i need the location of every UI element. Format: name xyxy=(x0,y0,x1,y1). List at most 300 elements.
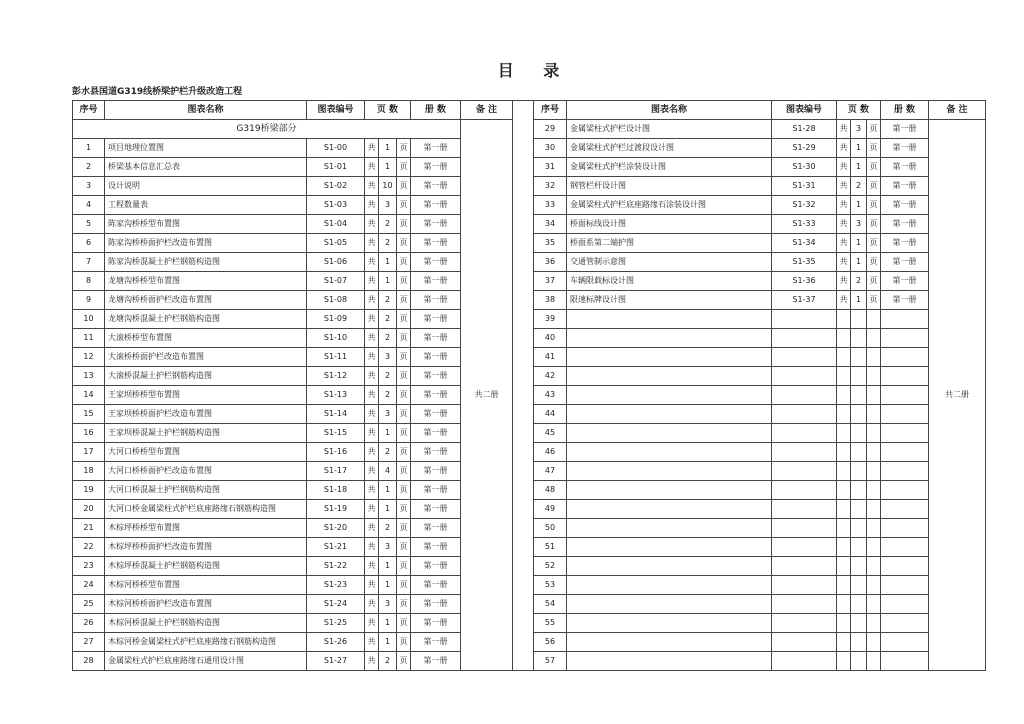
cell-drawing-code xyxy=(772,595,837,614)
cell-page-prefix: 共 xyxy=(365,462,379,481)
cell-page-prefix: 共 xyxy=(365,367,379,386)
cell-drawing-name xyxy=(567,538,772,557)
cell-page-count xyxy=(851,462,867,481)
cell-drawing-code: S1-23 xyxy=(307,576,365,595)
cell-page-prefix xyxy=(837,462,851,481)
cell-volume: 第一册 xyxy=(411,557,461,576)
cell-page-suffix: 页 xyxy=(867,177,881,196)
cell-drawing-code xyxy=(772,652,837,671)
cell-drawing-name: 交通管制示意图 xyxy=(567,253,772,272)
cell-page-prefix xyxy=(837,443,851,462)
cell-seq: 11 xyxy=(73,329,105,348)
cell-volume: 第一册 xyxy=(411,367,461,386)
cell-page-suffix: 页 xyxy=(397,215,411,234)
cell-seq: 28 xyxy=(73,652,105,671)
cell-page-prefix: 共 xyxy=(837,120,851,139)
cell-volume: 第一册 xyxy=(411,158,461,177)
cell-drawing-code: S1-03 xyxy=(307,196,365,215)
cell-page-suffix: 页 xyxy=(397,538,411,557)
cell-page-count xyxy=(851,595,867,614)
cell-page-suffix: 页 xyxy=(397,386,411,405)
cell-page-prefix: 共 xyxy=(365,348,379,367)
cell-drawing-code: S1-26 xyxy=(307,633,365,652)
cell-page-prefix xyxy=(837,481,851,500)
cell-volume xyxy=(881,443,929,462)
cell-seq: 50 xyxy=(534,519,567,538)
cell-page-suffix: 页 xyxy=(867,234,881,253)
cell-page-prefix: 共 xyxy=(365,139,379,158)
toc-table xyxy=(72,100,986,671)
cell-drawing-name xyxy=(567,576,772,595)
cell-volume: 第一册 xyxy=(411,234,461,253)
cell-page-suffix: 页 xyxy=(397,652,411,671)
cell-volume: 第一册 xyxy=(411,633,461,652)
cell-page-suffix xyxy=(867,538,881,557)
header-code: 图表编号 xyxy=(772,101,837,120)
cell-drawing-code: S1-28 xyxy=(772,120,837,139)
cell-page-prefix xyxy=(837,576,851,595)
cell-drawing-code: S1-04 xyxy=(307,215,365,234)
cell-drawing-name: 木棕坪桥桥型布置图 xyxy=(105,519,307,538)
cell-volume xyxy=(881,386,929,405)
cell-page-suffix: 页 xyxy=(397,348,411,367)
cell-drawing-code: S1-09 xyxy=(307,310,365,329)
cell-drawing-code: S1-00 xyxy=(307,139,365,158)
cell-drawing-name: 王家坝桥桥面护栏改造布置图 xyxy=(105,405,307,424)
cell-seq: 19 xyxy=(73,481,105,500)
cell-drawing-code: S1-11 xyxy=(307,348,365,367)
cell-page-count: 2 xyxy=(379,443,397,462)
cell-drawing-name xyxy=(567,348,772,367)
header-code: 图表编号 xyxy=(307,101,365,120)
cell-page-count: 1 xyxy=(379,557,397,576)
cell-volume: 第一册 xyxy=(411,291,461,310)
cell-volume: 第一册 xyxy=(411,348,461,367)
cell-page-count: 2 xyxy=(851,272,867,291)
cell-drawing-name xyxy=(567,652,772,671)
cell-volume: 第一册 xyxy=(881,158,929,177)
cell-page-count xyxy=(851,329,867,348)
cell-page-count xyxy=(851,367,867,386)
cell-page-prefix: 共 xyxy=(365,386,379,405)
cell-page-count: 1 xyxy=(379,481,397,500)
cell-drawing-name: 金属梁柱式护栏底座路缘石涂装设计图 xyxy=(567,196,772,215)
cell-drawing-name: 桥面标线设计图 xyxy=(567,215,772,234)
cell-drawing-code: S1-17 xyxy=(307,462,365,481)
cell-drawing-code: S1-24 xyxy=(307,595,365,614)
cell-page-suffix: 页 xyxy=(397,139,411,158)
cell-volume: 第一册 xyxy=(411,196,461,215)
cell-seq: 35 xyxy=(534,234,567,253)
cell-volume xyxy=(881,424,929,443)
cell-page-prefix: 共 xyxy=(365,633,379,652)
cell-volume: 第一册 xyxy=(411,500,461,519)
cell-page-count xyxy=(851,614,867,633)
cell-page-prefix: 共 xyxy=(365,538,379,557)
cell-page-suffix xyxy=(867,481,881,500)
cell-page-suffix: 页 xyxy=(397,614,411,633)
cell-page-prefix: 共 xyxy=(365,405,379,424)
cell-seq: 44 xyxy=(534,405,567,424)
cell-page-prefix: 共 xyxy=(365,234,379,253)
cell-page-count xyxy=(851,386,867,405)
cell-page-count: 2 xyxy=(379,519,397,538)
cell-page-suffix xyxy=(867,519,881,538)
cell-page-suffix: 页 xyxy=(867,196,881,215)
cell-page-prefix: 共 xyxy=(365,557,379,576)
cell-page-suffix: 页 xyxy=(397,329,411,348)
cell-page-prefix: 共 xyxy=(365,158,379,177)
cell-drawing-code: S1-14 xyxy=(307,405,365,424)
cell-drawing-code xyxy=(772,519,837,538)
cell-seq: 21 xyxy=(73,519,105,538)
cell-seq: 5 xyxy=(73,215,105,234)
cell-page-count: 1 xyxy=(851,291,867,310)
cell-drawing-name xyxy=(567,329,772,348)
cell-page-prefix xyxy=(837,367,851,386)
cell-drawing-code: S1-16 xyxy=(307,443,365,462)
cell-drawing-name: 木棕河桥混凝土护栏钢筋构造图 xyxy=(105,614,307,633)
cell-drawing-code: S1-13 xyxy=(307,386,365,405)
cell-volume: 第一册 xyxy=(411,139,461,158)
cell-seq: 6 xyxy=(73,234,105,253)
cell-volume: 第一册 xyxy=(411,595,461,614)
header-name: 图表名称 xyxy=(105,101,307,120)
cell-seq: 39 xyxy=(534,310,567,329)
cell-page-suffix: 页 xyxy=(867,215,881,234)
project-title: 彭水县国道G319线桥梁护栏升级改造工程 xyxy=(72,87,243,97)
cell-drawing-code xyxy=(772,424,837,443)
header-pages: 页 数 xyxy=(365,101,411,120)
cell-drawing-name: 大河口桥桥型布置图 xyxy=(105,443,307,462)
header-name: 图表名称 xyxy=(567,101,772,120)
cell-drawing-code: S1-05 xyxy=(307,234,365,253)
cell-drawing-name: 大河口桥混凝土护栏钢筋构造图 xyxy=(105,481,307,500)
cell-volume xyxy=(881,519,929,538)
cell-seq: 17 xyxy=(73,443,105,462)
cell-seq: 9 xyxy=(73,291,105,310)
cell-page-count xyxy=(851,652,867,671)
cell-drawing-code xyxy=(772,310,837,329)
cell-seq: 49 xyxy=(534,500,567,519)
cell-page-count xyxy=(851,576,867,595)
cell-seq: 8 xyxy=(73,272,105,291)
cell-page-prefix: 共 xyxy=(365,329,379,348)
cell-drawing-name: 陈家沟桥混凝土护栏钢筋构造图 xyxy=(105,253,307,272)
cell-page-suffix xyxy=(867,367,881,386)
cell-page-suffix: 页 xyxy=(397,158,411,177)
cell-page-prefix: 共 xyxy=(837,291,851,310)
cell-volume xyxy=(881,538,929,557)
cell-seq: 25 xyxy=(73,595,105,614)
cell-page-count xyxy=(851,310,867,329)
cell-volume: 第一册 xyxy=(881,291,929,310)
cell-volume: 第一册 xyxy=(411,614,461,633)
cell-seq: 1 xyxy=(73,139,105,158)
cell-drawing-name: 大滚桥桥型布置图 xyxy=(105,329,307,348)
cell-seq: 22 xyxy=(73,538,105,557)
cell-page-prefix xyxy=(837,633,851,652)
cell-page-prefix xyxy=(837,538,851,557)
cell-drawing-code: S1-02 xyxy=(307,177,365,196)
cell-page-suffix: 页 xyxy=(397,500,411,519)
cell-seq: 52 xyxy=(534,557,567,576)
cell-page-suffix: 页 xyxy=(867,139,881,158)
cell-page-suffix xyxy=(867,633,881,652)
cell-page-prefix: 共 xyxy=(365,481,379,500)
cell-page-prefix: 共 xyxy=(365,253,379,272)
cell-page-count xyxy=(851,405,867,424)
cell-seq: 15 xyxy=(73,405,105,424)
cell-drawing-name xyxy=(567,386,772,405)
cell-page-count: 1 xyxy=(379,424,397,443)
cell-seq: 29 xyxy=(534,120,567,139)
cell-volume: 第一册 xyxy=(881,272,929,291)
cell-drawing-code: S1-07 xyxy=(307,272,365,291)
cell-page-count: 3 xyxy=(851,120,867,139)
cell-drawing-name xyxy=(567,614,772,633)
cell-drawing-code xyxy=(772,557,837,576)
cell-page-prefix: 共 xyxy=(365,595,379,614)
cell-page-prefix xyxy=(837,595,851,614)
cell-page-suffix: 页 xyxy=(397,576,411,595)
cell-page-count: 2 xyxy=(379,215,397,234)
cell-page-suffix: 页 xyxy=(397,462,411,481)
cell-page-count xyxy=(851,443,867,462)
cell-seq: 54 xyxy=(534,595,567,614)
cell-page-prefix: 共 xyxy=(837,177,851,196)
cell-volume xyxy=(881,310,929,329)
cell-page-suffix xyxy=(867,386,881,405)
cell-page-prefix: 共 xyxy=(837,253,851,272)
cell-drawing-name: 陈家沟桥桥型布置图 xyxy=(105,215,307,234)
cell-page-prefix: 共 xyxy=(365,500,379,519)
header-volume: 册 数 xyxy=(411,101,461,120)
cell-page-prefix: 共 xyxy=(365,652,379,671)
cell-drawing-code: S1-18 xyxy=(307,481,365,500)
cell-drawing-code xyxy=(772,329,837,348)
cell-drawing-code: S1-29 xyxy=(772,139,837,158)
cell-volume xyxy=(881,557,929,576)
header-volume: 册 数 xyxy=(881,101,929,120)
cell-volume: 第一册 xyxy=(411,443,461,462)
cell-drawing-code xyxy=(772,348,837,367)
cell-drawing-name: 金属梁柱式护栏过渡段设计图 xyxy=(567,139,772,158)
cell-page-suffix: 页 xyxy=(867,272,881,291)
cell-drawing-name: 大河口桥桥面护栏改造布置图 xyxy=(105,462,307,481)
cell-seq: 20 xyxy=(73,500,105,519)
cell-volume xyxy=(881,576,929,595)
cell-page-suffix: 页 xyxy=(397,310,411,329)
cell-page-count: 2 xyxy=(379,329,397,348)
cell-drawing-name: 陈家沟桥桥面护栏改造布置图 xyxy=(105,234,307,253)
cell-page-count: 3 xyxy=(379,538,397,557)
cell-drawing-code: S1-33 xyxy=(772,215,837,234)
cell-page-prefix: 共 xyxy=(837,196,851,215)
cell-page-prefix: 共 xyxy=(837,139,851,158)
cell-drawing-code xyxy=(772,633,837,652)
cell-page-prefix: 共 xyxy=(365,177,379,196)
cell-page-count: 2 xyxy=(379,386,397,405)
cell-drawing-name xyxy=(567,557,772,576)
cell-drawing-name xyxy=(567,462,772,481)
cell-page-suffix: 页 xyxy=(867,291,881,310)
cell-page-count: 1 xyxy=(851,196,867,215)
cell-page-suffix: 页 xyxy=(397,272,411,291)
cell-drawing-code: S1-30 xyxy=(772,158,837,177)
cell-page-prefix: 共 xyxy=(365,614,379,633)
cell-volume: 第一册 xyxy=(881,253,929,272)
cell-volume: 第一册 xyxy=(411,253,461,272)
cell-remark: 共二册 xyxy=(461,120,513,671)
cell-page-prefix: 共 xyxy=(365,215,379,234)
cell-drawing-name: 金属梁柱式护栏设计图 xyxy=(567,120,772,139)
cell-page-count: 1 xyxy=(851,234,867,253)
cell-page-count: 2 xyxy=(379,234,397,253)
header-remark: 备 注 xyxy=(929,101,986,120)
cell-drawing-code: S1-21 xyxy=(307,538,365,557)
header-pages: 页 数 xyxy=(837,101,881,120)
cell-seq: 37 xyxy=(534,272,567,291)
cell-seq: 2 xyxy=(73,158,105,177)
cell-seq: 57 xyxy=(534,652,567,671)
cell-seq: 30 xyxy=(534,139,567,158)
cell-volume xyxy=(881,652,929,671)
cell-volume xyxy=(881,500,929,519)
cell-page-count xyxy=(851,557,867,576)
cell-drawing-code xyxy=(772,386,837,405)
cell-seq: 47 xyxy=(534,462,567,481)
cell-drawing-code: S1-06 xyxy=(307,253,365,272)
cell-page-suffix: 页 xyxy=(867,120,881,139)
cell-volume: 第一册 xyxy=(411,576,461,595)
header-seq: 序号 xyxy=(534,101,567,120)
cell-drawing-code: S1-27 xyxy=(307,652,365,671)
cell-page-suffix xyxy=(867,424,881,443)
cell-drawing-code xyxy=(772,538,837,557)
cell-page-suffix: 页 xyxy=(397,367,411,386)
cell-page-count: 3 xyxy=(379,405,397,424)
cell-page-suffix xyxy=(867,310,881,329)
cell-volume: 第一册 xyxy=(411,215,461,234)
cell-drawing-name: 木棕河桥桥型布置图 xyxy=(105,576,307,595)
cell-page-suffix: 页 xyxy=(397,557,411,576)
cell-volume: 第一册 xyxy=(411,538,461,557)
cell-volume: 第一册 xyxy=(881,177,929,196)
cell-seq: 26 xyxy=(73,614,105,633)
cell-page-suffix xyxy=(867,443,881,462)
cell-seq: 51 xyxy=(534,538,567,557)
cell-page-suffix: 页 xyxy=(397,253,411,272)
cell-page-count: 3 xyxy=(379,196,397,215)
cell-page-prefix xyxy=(837,614,851,633)
cell-volume xyxy=(881,481,929,500)
cell-volume xyxy=(881,462,929,481)
cell-page-count: 1 xyxy=(851,253,867,272)
cell-seq: 34 xyxy=(534,215,567,234)
cell-page-count: 1 xyxy=(379,139,397,158)
header-remark: 备 注 xyxy=(461,101,513,120)
cell-seq: 23 xyxy=(73,557,105,576)
cell-seq: 56 xyxy=(534,633,567,652)
cell-drawing-name: 金属梁柱式护栏涂装设计图 xyxy=(567,158,772,177)
cell-page-suffix xyxy=(867,348,881,367)
cell-volume: 第一册 xyxy=(411,519,461,538)
cell-volume xyxy=(881,348,929,367)
cell-volume: 第一册 xyxy=(411,481,461,500)
cell-drawing-code xyxy=(772,443,837,462)
cell-page-count: 3 xyxy=(379,595,397,614)
cell-page-count xyxy=(851,500,867,519)
cell-drawing-name: 金属梁柱式护栏底座路缘石通用设计图 xyxy=(105,652,307,671)
cell-seq: 40 xyxy=(534,329,567,348)
cell-page-suffix: 页 xyxy=(397,519,411,538)
cell-seq: 7 xyxy=(73,253,105,272)
cell-page-count: 1 xyxy=(379,253,397,272)
cell-volume xyxy=(881,633,929,652)
cell-drawing-name: 木棕河桥桥面护栏改造布置图 xyxy=(105,595,307,614)
cell-page-prefix: 共 xyxy=(365,424,379,443)
cell-drawing-name: 大滚桥桥面护栏改造布置图 xyxy=(105,348,307,367)
cell-page-suffix xyxy=(867,500,881,519)
cell-seq: 33 xyxy=(534,196,567,215)
cell-volume xyxy=(881,367,929,386)
cell-seq: 43 xyxy=(534,386,567,405)
cell-drawing-code: S1-08 xyxy=(307,291,365,310)
table-header-row xyxy=(73,101,986,120)
cell-page-count: 3 xyxy=(851,215,867,234)
cell-drawing-code: S1-15 xyxy=(307,424,365,443)
cell-drawing-name: 木棕河桥金属梁柱式护栏底座路缘石钢筋构造图 xyxy=(105,633,307,652)
cell-volume: 第一册 xyxy=(411,652,461,671)
cell-page-suffix: 页 xyxy=(397,481,411,500)
cell-seq: 48 xyxy=(534,481,567,500)
cell-page-prefix: 共 xyxy=(365,576,379,595)
cell-seq: 41 xyxy=(534,348,567,367)
cell-drawing-name: 限速标牌设计图 xyxy=(567,291,772,310)
cell-page-prefix xyxy=(837,424,851,443)
cell-drawing-name xyxy=(567,367,772,386)
cell-drawing-name: 木棕坪桥桥面护栏改造布置图 xyxy=(105,538,307,557)
cell-drawing-name: 大滚桥混凝土护栏钢筋构造图 xyxy=(105,367,307,386)
cell-seq: 38 xyxy=(534,291,567,310)
cell-page-count: 1 xyxy=(379,158,397,177)
cell-page-suffix xyxy=(867,329,881,348)
cell-drawing-name xyxy=(567,500,772,519)
cell-page-prefix xyxy=(837,386,851,405)
cell-page-prefix xyxy=(837,652,851,671)
cell-volume: 第一册 xyxy=(881,139,929,158)
header-seq: 序号 xyxy=(73,101,105,120)
cell-seq: 36 xyxy=(534,253,567,272)
cell-page-count: 1 xyxy=(379,272,397,291)
cell-drawing-code xyxy=(772,500,837,519)
cell-page-count: 2 xyxy=(379,652,397,671)
cell-page-suffix xyxy=(867,652,881,671)
cell-volume: 第一册 xyxy=(411,405,461,424)
cell-drawing-name xyxy=(567,443,772,462)
cell-drawing-name: 设计说明 xyxy=(105,177,307,196)
cell-page-suffix xyxy=(867,462,881,481)
cell-page-count: 1 xyxy=(379,576,397,595)
cell-page-prefix: 共 xyxy=(837,158,851,177)
cell-page-suffix: 页 xyxy=(397,424,411,443)
cell-page-count: 2 xyxy=(379,310,397,329)
cell-page-suffix: 页 xyxy=(397,595,411,614)
cell-volume: 第一册 xyxy=(411,462,461,481)
cell-page-prefix: 共 xyxy=(365,291,379,310)
column-separator xyxy=(513,101,534,671)
